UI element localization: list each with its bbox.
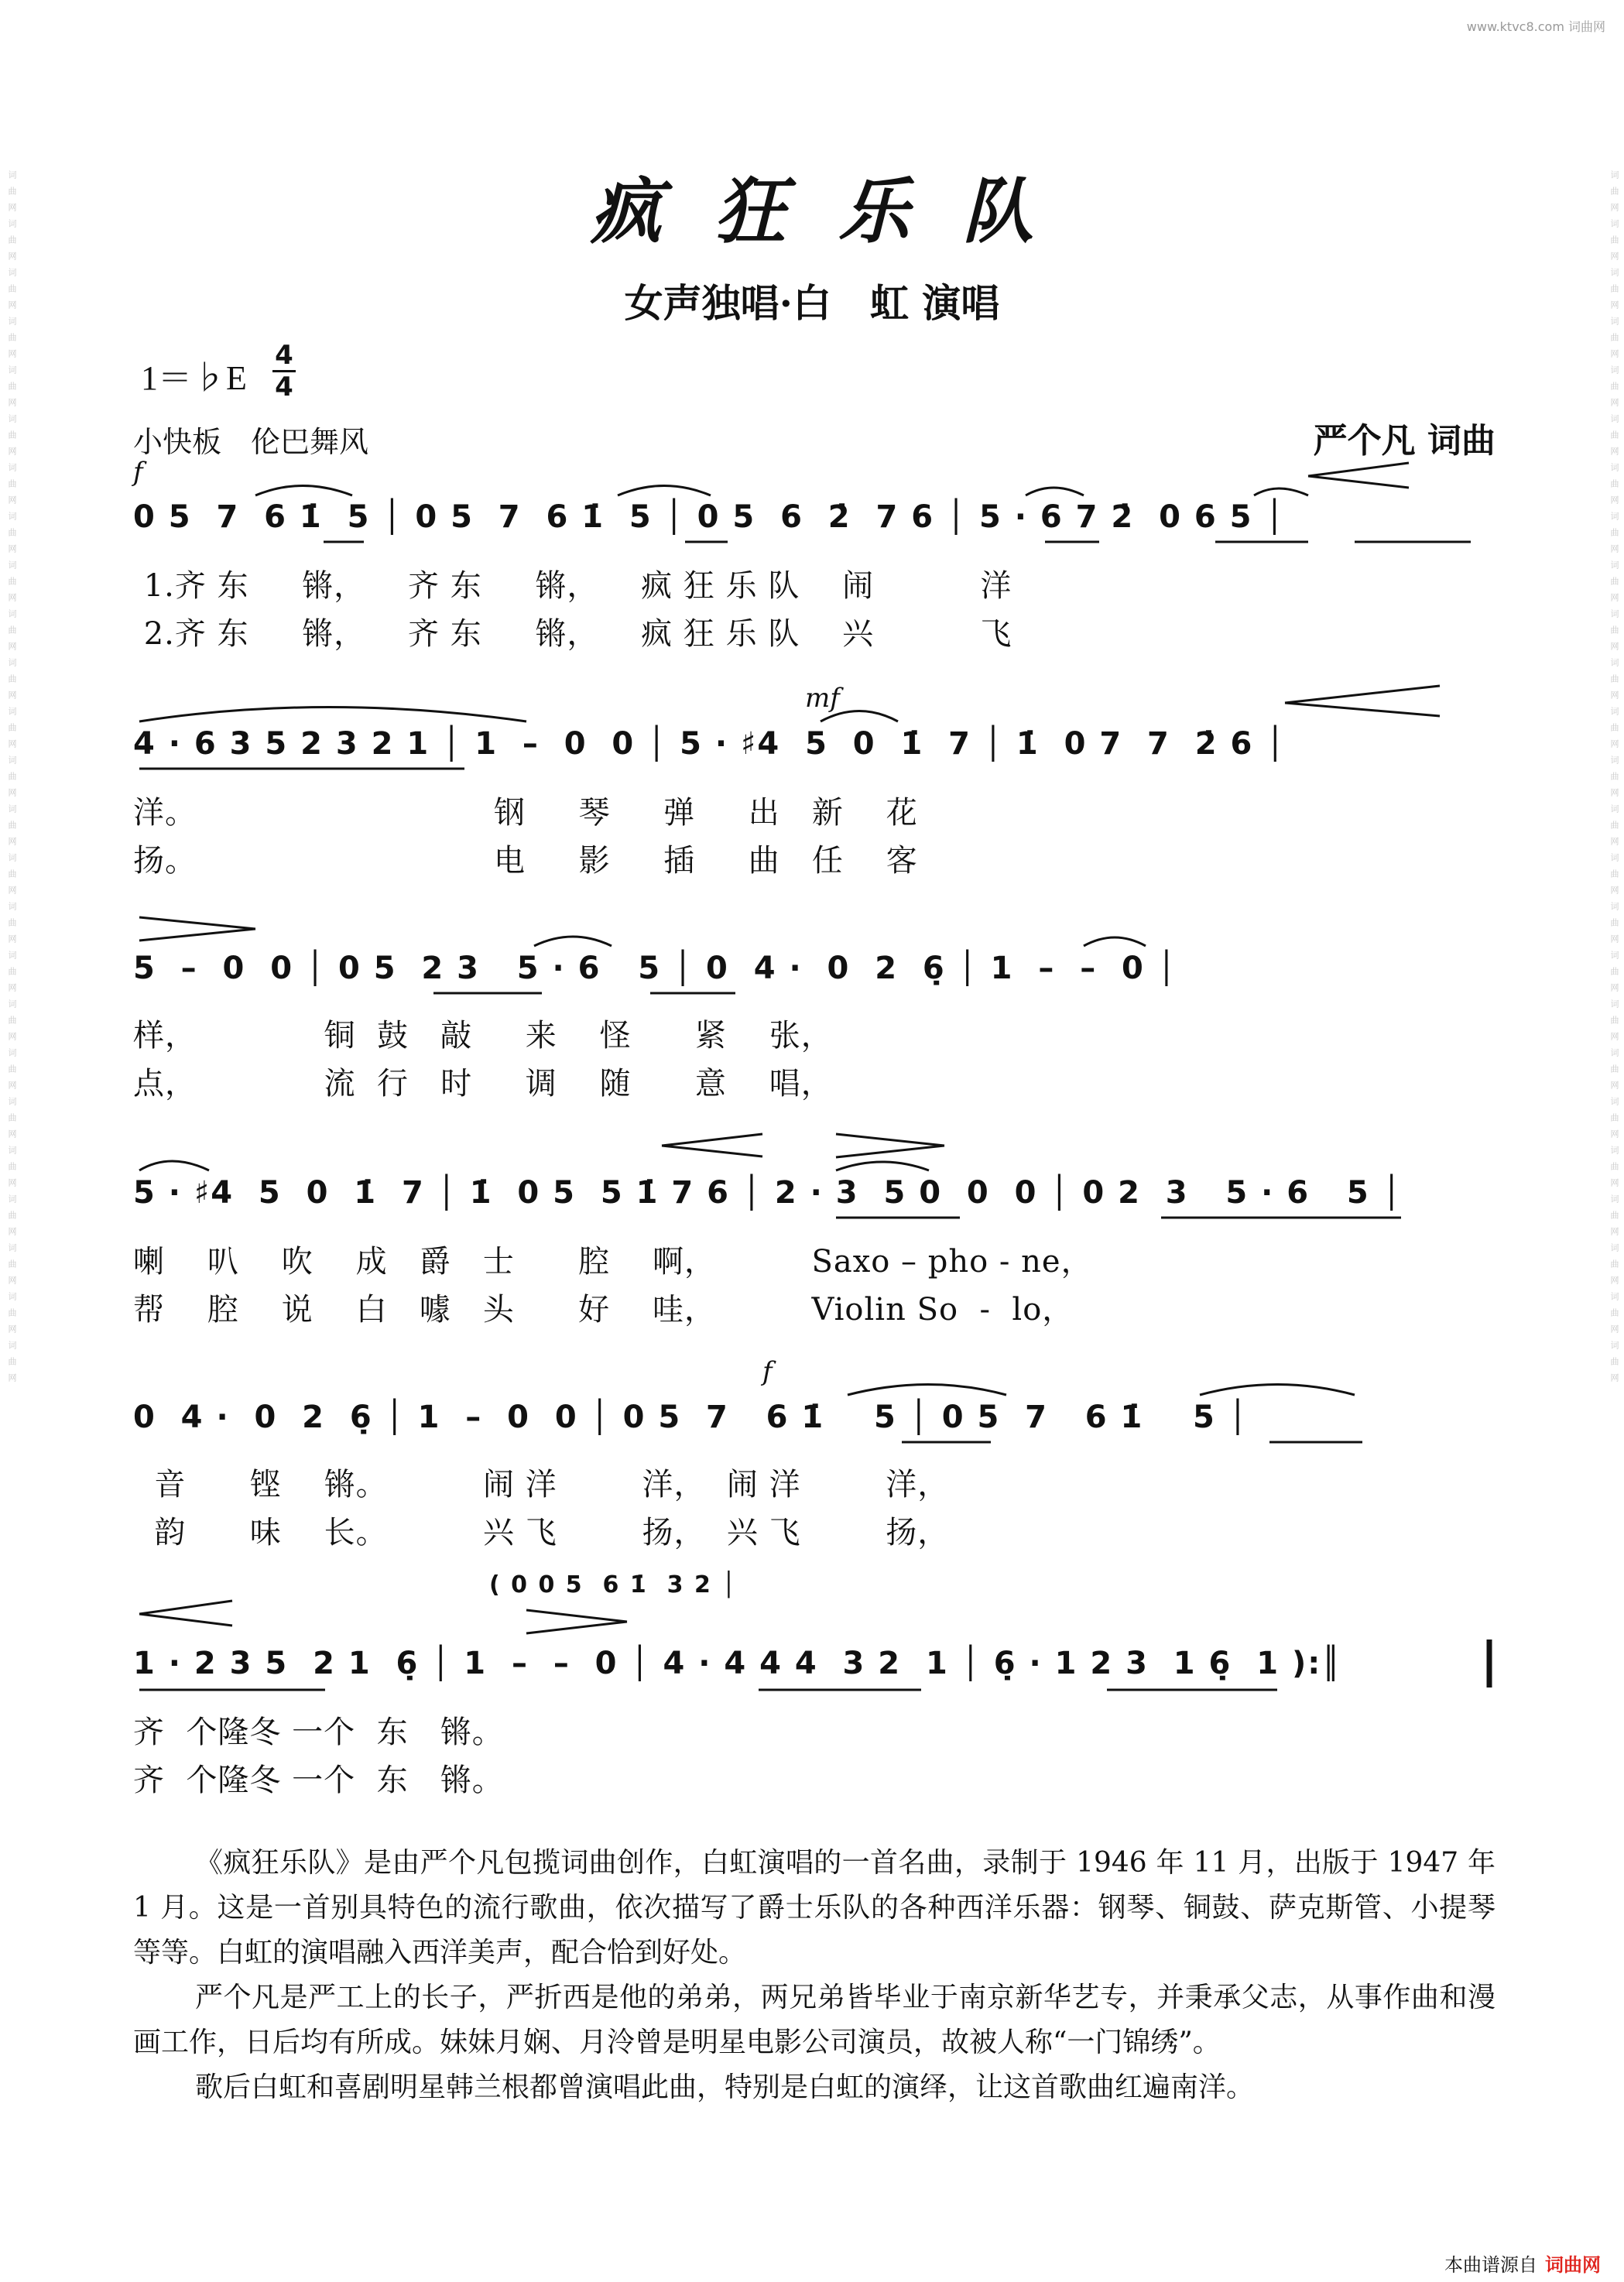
notes-paragraph: 《疯狂乐队》是由严个凡包揽词曲创作，白虹演唱的一首名曲，录制于 1946 年 11 月，出版于 1947 年 1 月。这是一首别具特色的流行歌曲，依次描写了爵士乐队的各种西洋乐器：钢琴、铜鼓、萨克斯管、小提琴等等。白虹的演唱融入西洋美声，配合恰到好处。 bbox=[133, 1847, 1496, 1968]
notation-line-5: 0 4 · 0 2 6̣ │ 1 – 0 0 │ 0 5 7 6 1̇ 5 │ 0 5 7 6 1̇ 5 │ bbox=[133, 1400, 1249, 1435]
lyrics-line-5b: 韵 味 长。 兴 飞 扬， 兴 飞 扬， bbox=[133, 1515, 950, 1550]
lyrics-line-6b: 齐 个隆冬 一个 东 锵。 bbox=[133, 1763, 504, 1798]
notes-paragraph: 严个凡是严工上的长子，严折西是他的弟弟，两兄弟皆毕业于南京新华艺专，并秉承父志，从事作曲和漫画工作，日后均有所成。妹妹月娴、月泠曾是明星电影公司演员，故被人称“一门锦绣”。 bbox=[133, 1982, 1496, 2058]
dynamic-mark: f bbox=[762, 1356, 773, 1387]
notation-line-2: 4 · 6 3 5 2 3 2 1 │ 1 – 0 0 │ 5 · ♯4 5 0 1̇ 7 │ 1̇ 0 7 7 2̇ 6 │ bbox=[133, 726, 1287, 762]
lyrics-line-3b: 点， 流 行 时 调 随 意 唱， bbox=[133, 1066, 833, 1102]
notes-section bbox=[133, 1841, 1496, 2110]
instrumental-cue: ( 0 0 5 6 1̇ 3 2 │ bbox=[489, 1571, 738, 1598]
lyrics-line-1a: 1.齐 东 锵， 齐 东 锵， 疯 狂 乐 队 闹 洋 bbox=[133, 568, 1012, 604]
footer-credit bbox=[1444, 2249, 1601, 2277]
song-title: 疯狂乐队 bbox=[590, 170, 1086, 253]
time-top: 4 bbox=[275, 340, 293, 371]
composer-credit: 严个凡 词曲 bbox=[1313, 421, 1496, 461]
lyrics-line-2b: 扬。 电 影 插 曲 任 客 bbox=[133, 843, 918, 879]
sidebar-watermark-right: 词曲网词曲网词曲网词曲网词曲网词曲网词曲网词曲网词曲网词曲网词曲网词曲网词曲网词曲网词曲网词曲网词曲网词曲网词曲网词曲网词曲网词曲网词曲网词曲网词曲网 bbox=[1609, 170, 1619, 1389]
sidebar-watermark-left: 词曲网词曲网词曲网词曲网词曲网词曲网词曲网词曲网词曲网词曲网词曲网词曲网词曲网词曲网词曲网词曲网词曲网词曲网词曲网词曲网词曲网词曲网词曲网词曲网词曲网 bbox=[7, 170, 17, 1389]
song-subtitle: 女声独唱·白 虹 演唱 bbox=[624, 280, 1000, 326]
footer-brand-link[interactable]: 词曲网 bbox=[1545, 2254, 1601, 2276]
lyrics-line-4b: 帮 腔 说 白 噱 头 好 哇， Violin So - lo， bbox=[133, 1292, 1074, 1328]
notation-line-4: 5 · ♯4 5 0 1̇ 7 │ 1̇ 0 5 5 1̇ 7 6 │ 2 · 3 5 0 0 0 │ 0 2 3 5 · 6 5 │ bbox=[133, 1175, 1403, 1211]
lyrics-line-5a: 音 铿 锵。 闹 洋 洋， 闹 洋 洋， bbox=[133, 1467, 950, 1502]
lyrics-line-2a: 洋。 钢 琴 弹 出 新 花 bbox=[133, 795, 918, 831]
notation-line-6: 1 · 2 3 5 2 1 6̣ │ 1 – – 0 │ 4 · 4 4 4 3 2 1 │ 6̣ · 1 2 3 1 6̣ 1 ):║ bbox=[133, 1646, 1342, 1681]
tempo-marking: 小快板 伦巴舞风 bbox=[133, 425, 369, 459]
lyrics-line-1b: 2.齐 东 锵， 齐 东 锵， 疯 狂 乐 队 兴 飞 bbox=[133, 616, 1012, 652]
notation-line-3: 5 – 0 0 │ 0 5 2 3 5 · 6 5 │ 0 4 · 0 2 6̣ │ 1 – – 0 │ bbox=[133, 951, 1177, 986]
notes-paragraph: 歌后白虹和喜剧明星韩兰根都曾演唱此曲，特别是白虹的演绎，让这首歌曲红遍南洋。 bbox=[195, 2071, 1255, 2103]
watermark: www.ktvc8.com 词曲网 bbox=[1466, 19, 1605, 34]
lyrics-line-4a: 喇 叭 吹 成 爵 士 腔 啊， Saxo – pho - ne， bbox=[133, 1244, 1093, 1280]
dynamic-mark: f bbox=[133, 457, 143, 488]
lyrics-line-3a: 样， 铜 鼓 敲 来 怪 紧 张， bbox=[133, 1018, 833, 1054]
notation-line-1: 0 5 7 6 1̇ 5 │ 0 5 7 6 1̇ 5 │ 0 5 6 2̇ 7 6 │ 5 · 6 7 2̇ 0 6 5 │ bbox=[133, 499, 1286, 535]
time-bottom: 4 bbox=[275, 372, 293, 403]
footer-source: 本曲谱源自 bbox=[1444, 2254, 1537, 2276]
dynamic-mark: mf bbox=[805, 683, 840, 714]
key-signature: 1＝♭E bbox=[141, 359, 247, 397]
lyrics-line-6a: 齐 个隆冬 一个 东 锵。 bbox=[133, 1715, 504, 1750]
